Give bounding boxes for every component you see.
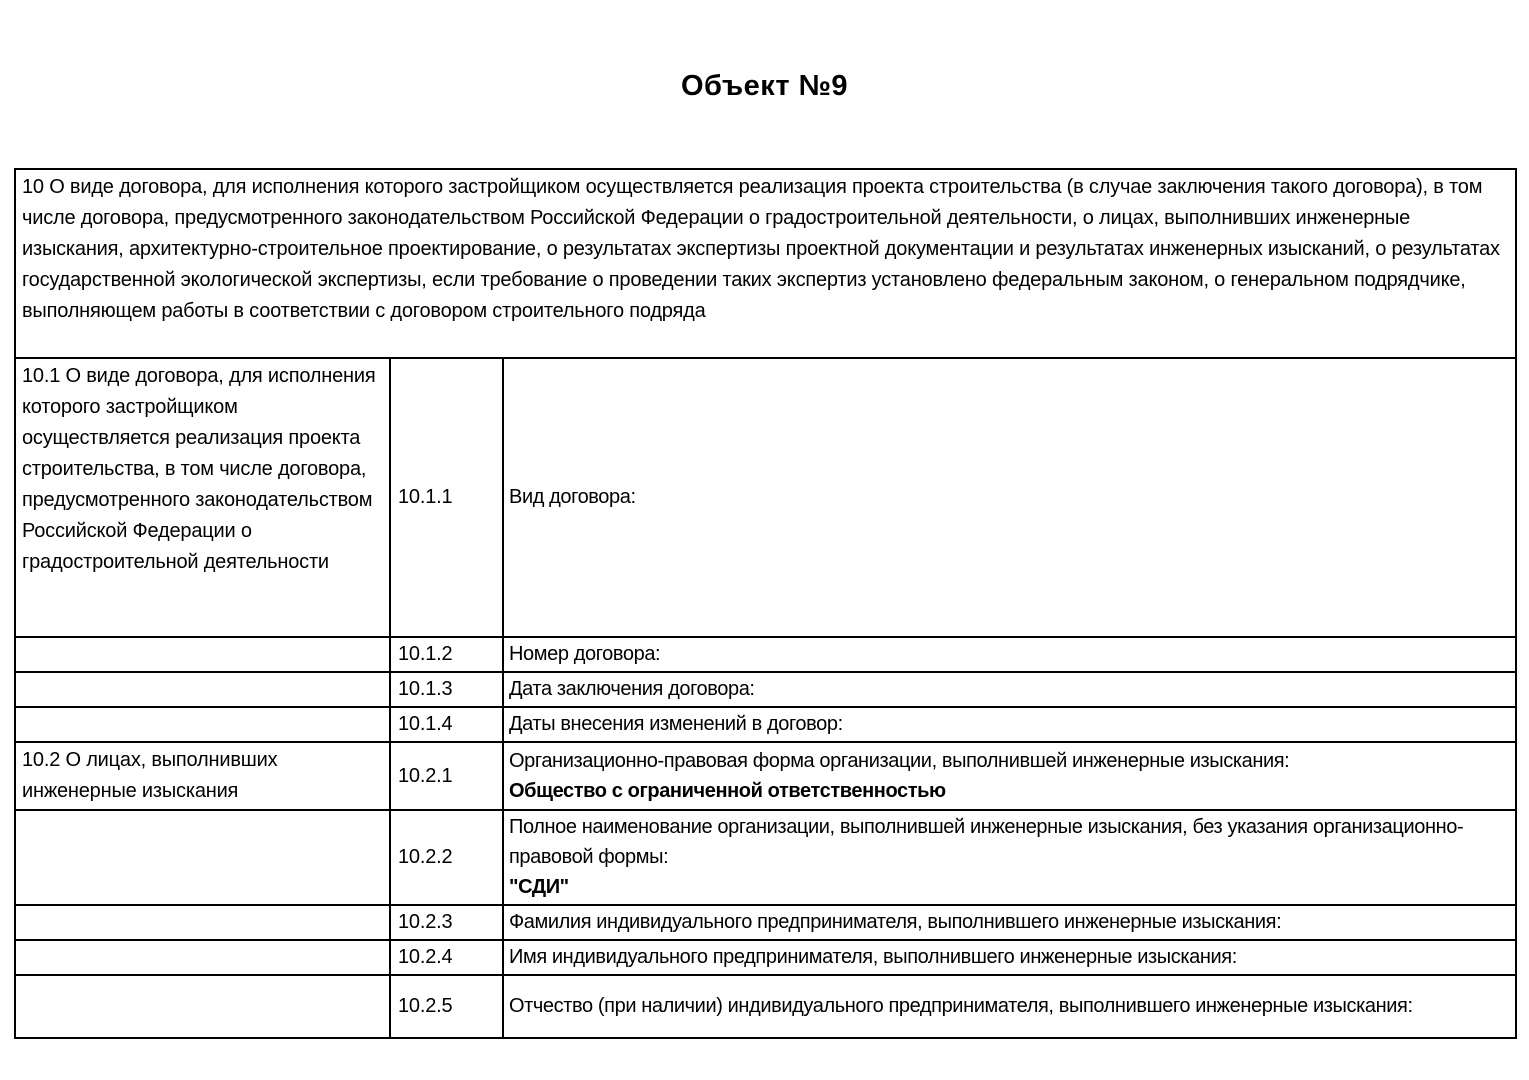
page-title: Объект №9 xyxy=(680,70,849,102)
table-row-10-1-4 xyxy=(15,707,1516,742)
row-number-cell: 10.1.4 xyxy=(390,707,503,742)
declaration-table xyxy=(14,168,1517,1039)
row-description-cell xyxy=(15,940,390,975)
row-number-cell: 10.2.3 xyxy=(390,905,503,940)
field-value: "СДИ" xyxy=(509,876,569,898)
row-description-cell xyxy=(15,975,390,1038)
row-number-cell: 10.2.2 xyxy=(390,810,503,905)
row-description-cell xyxy=(15,637,390,672)
field-label: Номер договора: xyxy=(509,643,661,665)
table-row-10-1-2 xyxy=(15,637,1516,672)
row-content-cell xyxy=(503,940,1516,975)
row-content-cell xyxy=(503,672,1516,707)
row-content-cell xyxy=(503,975,1516,1038)
row-content-cell xyxy=(503,358,1516,637)
table-row-10-1-3 xyxy=(15,672,1516,707)
row-number-cell: 10.1.3 xyxy=(390,672,503,707)
table-row-10-1-1 xyxy=(15,358,1516,637)
field-value: Общество с ограниченной ответственностью xyxy=(509,779,946,802)
row-content-cell xyxy=(503,707,1516,742)
row-number-cell: 10.1.2 xyxy=(390,637,503,672)
row-description-cell xyxy=(15,905,390,940)
field-label: Полное наименование организации, выполнившей инженерные изыскания, без указания организационно-правовой формы: xyxy=(509,816,1464,868)
table-row-10-2-5 xyxy=(15,975,1516,1038)
row-description-cell xyxy=(15,707,390,742)
table-row-10-2-3 xyxy=(15,905,1516,940)
field-label: Даты внесения изменений в договор: xyxy=(509,713,843,735)
row-number-cell: 10.2.5 xyxy=(390,975,503,1038)
table-row-10-2-1 xyxy=(15,742,1516,810)
row-content-cell xyxy=(503,905,1516,940)
row-number-cell: 10.2.1 xyxy=(390,742,503,810)
section-10-header: 10 О виде договора, для исполнения которого застройщиком осуществляется реализация проекта строительства (в случае заключения такого договора), в том числе договора, предусмотренного законодательством Российской Федерации о градостроительной деятельности, о лицах, выполнивших инженерные изыскания, архитектурно-строительное проектирование, о результатах экспертизы проектной документации и результатах инженерных изысканий, о результатах государственной экологической экспертизы, если требование о проведении таких экспертиз установлено федеральным законом, о генеральном подрядчике, выполняющем работы в соответствии с договором строительного подряда xyxy=(15,169,1516,358)
row-content-cell xyxy=(503,742,1516,810)
field-label: Отчество (при наличии) индивидуального предпринимателя, выполнившего инженерные изыскания: xyxy=(509,995,1413,1017)
row-number-cell: 10.1.1 xyxy=(390,358,503,637)
row-description-cell xyxy=(15,672,390,707)
row-description-cell xyxy=(15,810,390,905)
row-content-cell xyxy=(503,637,1516,672)
table-row-10-2-4 xyxy=(15,940,1516,975)
row-description-cell: 10.2 О лицах, выполнивших инженерные изыскания xyxy=(15,742,390,810)
field-label: Дата заключения договора: xyxy=(509,678,755,700)
row-number-cell: 10.2.4 xyxy=(390,940,503,975)
section-10-header-row xyxy=(15,169,1516,358)
row-description-cell: 10.1 О виде договора, для исполнения которого застройщиком осуществляется реализация проекта строительства, в том числе договора, предусмотренного законодательством Российской Федерации о градостроительной деятельности xyxy=(15,358,390,637)
row-content-cell xyxy=(503,810,1516,905)
field-label: Имя индивидуального предпринимателя, выполнившего инженерные изыскания: xyxy=(509,946,1237,968)
field-label: Организационно-правовая форма организации, выполнившей инженерные изыскания: xyxy=(509,749,1290,772)
table-row-10-2-2 xyxy=(15,810,1516,905)
field-label: Вид договора: xyxy=(509,486,636,508)
field-label: Фамилия индивидуального предпринимателя, выполнившего инженерные изыскания: xyxy=(509,911,1282,933)
